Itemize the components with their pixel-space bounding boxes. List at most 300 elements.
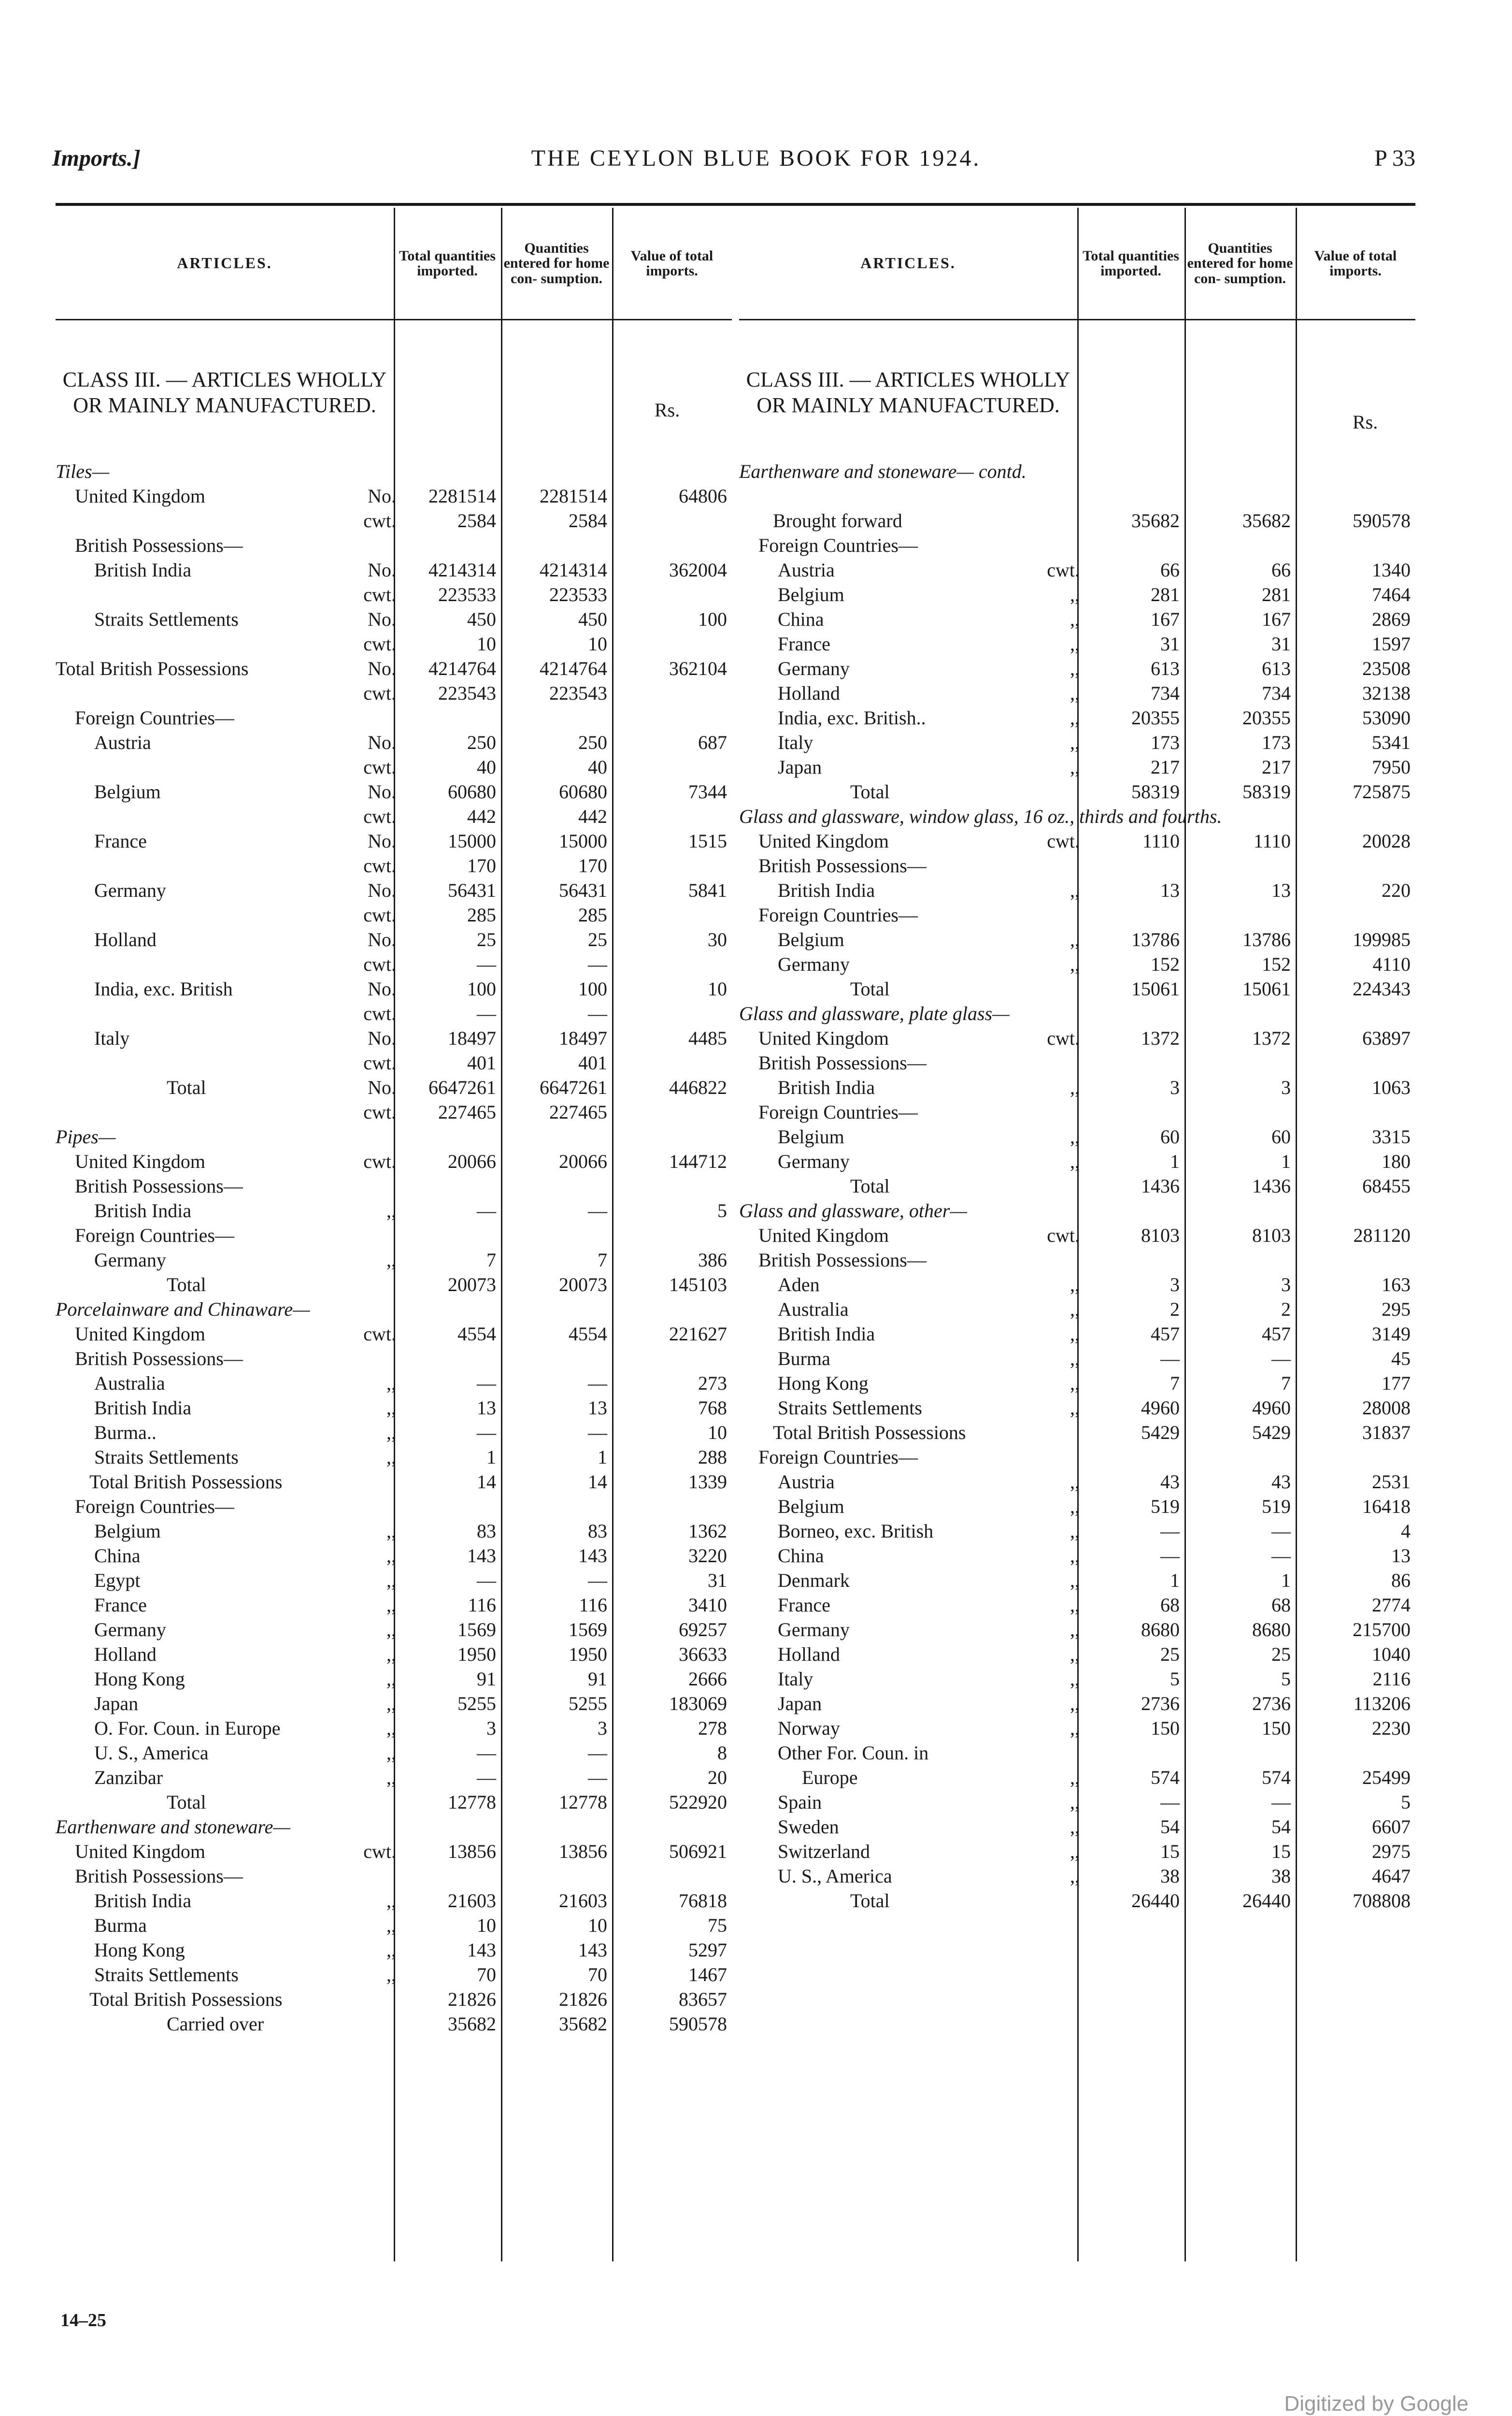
row-total-quantity: 2281514	[428, 485, 496, 507]
row-label: Burma	[778, 1348, 830, 1369]
row-home-quantity: 4554	[569, 1323, 607, 1345]
row-value: 64806	[679, 485, 727, 507]
right-class-title: CLASS III. — ARTICLES WHOLLY OR MAINLY MANUFACTURED.	[746, 368, 1070, 417]
table-row	[739, 1543, 1415, 1568]
header-rule	[56, 203, 1415, 206]
row-label: Total	[167, 1077, 206, 1098]
row-label: Germany	[94, 879, 166, 901]
row-home-quantity: 25	[588, 929, 607, 950]
table-row	[56, 1494, 732, 1519]
table-row	[739, 1149, 1415, 1174]
table-row	[56, 977, 732, 1001]
row-total-quantity: 13	[477, 1397, 496, 1419]
row-home-quantity: 217	[1262, 756, 1291, 778]
row-label: Japan	[778, 1693, 822, 1714]
table-row	[739, 730, 1415, 755]
row-label: Earthenware and stoneware—	[56, 1816, 290, 1838]
row-unit: cwt.	[363, 1150, 396, 1172]
row-total-quantity: 70	[477, 1964, 496, 1985]
row-home-quantity: 40	[588, 756, 607, 778]
row-unit: ,,	[1070, 1520, 1080, 1542]
row-label: France	[778, 1594, 830, 1616]
col-home-consumption: Quantities entered for home con- sumption.	[1187, 240, 1293, 287]
table-row	[739, 1248, 1415, 1272]
row-home-quantity: 2281514	[540, 485, 607, 507]
row-home-quantity: —	[1271, 1520, 1291, 1542]
row-unit: ,,	[1070, 1619, 1080, 1640]
row-home-quantity: 5429	[1252, 1422, 1291, 1443]
row-label: Europe	[802, 1767, 858, 1788]
table-row	[739, 656, 1415, 681]
row-unit: ,,	[1070, 658, 1080, 679]
row-unit: cwt.	[363, 855, 396, 877]
row-value: 1362	[688, 1520, 727, 1542]
row-unit: cwt.	[363, 805, 396, 827]
row-value: 5	[1401, 1791, 1411, 1813]
row-home-quantity: —	[1271, 1791, 1291, 1813]
row-unit: cwt.	[363, 1003, 396, 1024]
row-value: 145103	[669, 1274, 727, 1295]
left-class-title: CLASS III. — ARTICLES WHOLLY OR MAINLY MANUFACTURED.	[62, 368, 387, 417]
row-total-quantity: 15	[1160, 1841, 1180, 1862]
row-total-quantity: 13856	[448, 1841, 496, 1862]
table-row	[739, 484, 1415, 508]
row-unit: ,,	[1070, 953, 1080, 975]
row-total-quantity: 1110	[1142, 830, 1180, 852]
row-value: 3410	[688, 1594, 727, 1616]
row-value: 4110	[1372, 953, 1411, 975]
row-value: 23508	[1362, 658, 1411, 679]
row-home-quantity: 143	[578, 1545, 607, 1567]
row-unit: No.	[368, 732, 396, 753]
row-value: 2666	[688, 1668, 727, 1690]
row-unit: ,,	[1070, 584, 1080, 605]
row-label: Earthenware and stoneware— contd.	[739, 460, 1027, 482]
row-value: 768	[698, 1397, 727, 1419]
table-row	[739, 1346, 1415, 1371]
row-value: 590578	[669, 2013, 727, 2035]
row-value: 4	[1401, 1520, 1411, 1542]
row-value: 215700	[1353, 1619, 1411, 1640]
row-home-quantity: 173	[1262, 732, 1291, 753]
row-home-quantity: 10	[588, 633, 607, 655]
table-row	[739, 1026, 1415, 1050]
table-row	[739, 582, 1415, 607]
row-label: Total	[167, 1791, 206, 1813]
table-row	[56, 1790, 732, 1814]
row-home-quantity: 3	[1281, 1274, 1291, 1295]
row-label: Total	[167, 1274, 206, 1295]
table-row	[56, 582, 732, 607]
row-unit: ,,	[386, 1397, 396, 1419]
row-label: United Kingdom	[758, 830, 889, 852]
row-value: 3149	[1372, 1323, 1411, 1345]
table-row	[56, 1223, 732, 1248]
row-home-quantity: 167	[1262, 608, 1291, 630]
row-label: Belgium	[778, 929, 844, 950]
row-value: 180	[1382, 1150, 1411, 1172]
row-label: British India	[94, 1200, 192, 1222]
row-home-quantity: 250	[578, 732, 607, 753]
row-unit: cwt.	[363, 510, 396, 532]
table-row	[56, 927, 732, 952]
row-total-quantity: 54	[1160, 1816, 1180, 1838]
row-value: 2230	[1372, 1717, 1411, 1739]
table-row	[739, 927, 1415, 952]
right-currency-label: Rs.	[1353, 411, 1378, 433]
table-row	[56, 1100, 732, 1124]
row-unit: ,,	[1070, 1323, 1080, 1345]
row-value: 1063	[1372, 1077, 1411, 1098]
row-unit: cwt.	[363, 756, 396, 778]
table-row	[739, 508, 1415, 533]
row-total-quantity: 1	[486, 1446, 496, 1468]
row-label: Germany	[94, 1249, 166, 1271]
row-home-quantity: 450	[578, 608, 607, 630]
row-unit: No.	[368, 929, 396, 950]
row-value: 31	[708, 1569, 727, 1591]
row-home-quantity: 1569	[569, 1619, 607, 1640]
table-row	[739, 1174, 1415, 1198]
row-total-quantity: 58319	[1131, 781, 1180, 803]
table-row	[739, 459, 1415, 484]
row-label: Total British Possessions	[56, 658, 249, 679]
row-value: 7950	[1372, 756, 1411, 778]
row-total-quantity: 173	[1151, 732, 1180, 753]
table-row	[739, 829, 1415, 853]
table-row	[56, 1962, 732, 1987]
table-row	[739, 1691, 1415, 1716]
row-value: 295	[1382, 1298, 1411, 1320]
col-value: Value of total imports.	[1314, 247, 1397, 279]
row-label: Germany	[778, 953, 850, 975]
row-home-quantity: 227465	[549, 1101, 607, 1123]
table-row	[56, 1124, 732, 1149]
row-total-quantity: 25	[477, 929, 496, 950]
table-row	[56, 1593, 732, 1617]
row-home-quantity: 25	[1271, 1643, 1291, 1665]
table-row	[56, 1248, 732, 1272]
table-row	[56, 1913, 732, 1938]
row-home-quantity: 152	[1262, 953, 1291, 975]
row-total-quantity: 8680	[1141, 1619, 1180, 1640]
row-label: Zanzibar	[94, 1767, 163, 1788]
row-value: 4647	[1372, 1865, 1411, 1887]
row-value: 75	[708, 1914, 727, 1936]
row-unit: ,,	[1070, 1767, 1080, 1788]
row-unit: cwt.	[363, 682, 396, 704]
row-label: Japan	[778, 756, 822, 778]
row-value: 446822	[669, 1077, 727, 1098]
row-value: 506921	[669, 1841, 727, 1862]
table-row	[739, 1395, 1415, 1420]
table-row	[739, 1864, 1415, 1888]
table-row	[739, 1814, 1415, 1839]
row-unit: cwt.	[363, 1052, 396, 1074]
row-label: U. S., America	[778, 1865, 892, 1887]
row-home-quantity: 60680	[559, 781, 607, 803]
row-home-quantity: 116	[579, 1594, 607, 1616]
row-value: 4485	[688, 1027, 727, 1049]
row-value: 31837	[1362, 1422, 1411, 1443]
row-unit: ,,	[1070, 682, 1080, 704]
row-home-quantity: 442	[578, 805, 607, 827]
table-row	[56, 1395, 732, 1420]
row-label: Total	[850, 1175, 890, 1197]
row-label: Pipes—	[56, 1126, 116, 1148]
row-home-quantity: 6647261	[540, 1077, 607, 1098]
row-unit: cwt.	[1047, 559, 1080, 581]
row-label: British Possessions—	[758, 1249, 927, 1271]
row-unit: ,,	[386, 1668, 396, 1690]
row-home-quantity: 43	[1271, 1471, 1291, 1493]
row-total-quantity: 1	[1170, 1150, 1180, 1172]
row-value: 386	[698, 1249, 727, 1271]
row-label: France	[94, 1594, 147, 1616]
row-value: 725875	[1353, 781, 1411, 803]
row-total-quantity: 3	[1170, 1274, 1180, 1295]
row-unit: ,,	[1070, 1496, 1080, 1517]
row-home-quantity: 15000	[559, 830, 607, 852]
row-home-quantity: 2	[1281, 1298, 1291, 1320]
row-label: Porcelainware and Chinaware—	[56, 1298, 310, 1320]
row-label: Straits Settlements	[94, 1446, 239, 1468]
row-value: 288	[698, 1446, 727, 1468]
row-unit: ,,	[1070, 1348, 1080, 1369]
row-total-quantity: 4554	[457, 1323, 496, 1345]
row-total-quantity: 2584	[457, 510, 496, 532]
row-total-quantity: —	[477, 1200, 496, 1222]
row-label: Total	[850, 781, 890, 803]
row-total-quantity: 35682	[448, 2013, 496, 2035]
row-total-quantity: 442	[467, 805, 496, 827]
row-home-quantity: 35682	[1242, 510, 1291, 532]
row-value: 32138	[1362, 682, 1411, 704]
table-row	[739, 977, 1415, 1001]
table-row	[56, 1938, 732, 1962]
table-row	[739, 878, 1415, 903]
row-unit: cwt.	[363, 904, 396, 926]
col-value: Value of total imports.	[630, 247, 713, 279]
table-row	[739, 1617, 1415, 1642]
row-value: 2869	[1372, 608, 1411, 630]
row-unit: cwt.	[363, 1323, 396, 1345]
row-home-quantity: 1	[1281, 1150, 1291, 1172]
row-label: British India	[94, 1890, 192, 1912]
row-unit: ,,	[1070, 1668, 1080, 1690]
row-unit: No.	[368, 879, 396, 901]
table-row	[739, 1371, 1415, 1395]
row-home-quantity: 2736	[1252, 1693, 1291, 1714]
row-home-quantity: 7	[1281, 1372, 1291, 1394]
table-row	[739, 632, 1415, 656]
row-label: O. For. Coun. in Europe	[94, 1717, 281, 1739]
table-row	[739, 1716, 1415, 1740]
table-row	[739, 853, 1415, 878]
row-unit: ,,	[386, 1249, 396, 1271]
row-unit: ,,	[386, 1422, 396, 1443]
row-unit: ,,	[1070, 1545, 1080, 1567]
table-row	[56, 1888, 732, 1913]
table-row	[56, 1740, 732, 1765]
row-unit: ,,	[1070, 1643, 1080, 1665]
row-label: Carried over	[167, 2013, 264, 2035]
row-value: 2116	[1372, 1668, 1411, 1690]
row-label: Foreign Countries—	[75, 1496, 234, 1517]
table-row	[739, 1445, 1415, 1469]
row-home-quantity: 4214314	[540, 559, 607, 581]
table-row	[56, 1420, 732, 1445]
table-row	[56, 1617, 732, 1642]
row-total-quantity: 217	[1151, 756, 1180, 778]
right-table	[739, 208, 1415, 2261]
row-value: 7464	[1372, 584, 1411, 605]
row-unit: ,,	[1070, 1865, 1080, 1887]
row-home-quantity: 54	[1271, 1816, 1291, 1838]
table-row	[739, 533, 1415, 558]
row-home-quantity: 1436	[1252, 1175, 1291, 1197]
row-home-quantity: 20073	[559, 1274, 607, 1295]
row-label: Total British Possessions	[773, 1422, 966, 1443]
row-total-quantity: —	[1160, 1520, 1180, 1542]
row-value: 522920	[669, 1791, 727, 1813]
row-home-quantity: 150	[1262, 1717, 1291, 1739]
row-total-quantity: 4214314	[428, 559, 496, 581]
row-label: China	[778, 608, 824, 630]
table-row	[56, 1297, 732, 1322]
row-total-quantity: 1569	[457, 1619, 496, 1640]
table-row	[739, 705, 1415, 730]
table-row	[56, 878, 732, 903]
row-home-quantity: 1	[598, 1446, 607, 1468]
row-label: Spain	[778, 1791, 822, 1813]
row-label: Total British Possessions	[89, 1988, 283, 2010]
row-label: British Possessions—	[75, 1865, 243, 1887]
table-row	[56, 1075, 732, 1100]
row-home-quantity: 15	[1271, 1841, 1291, 1862]
row-value: 5	[717, 1200, 727, 1222]
row-home-quantity: 56431	[559, 879, 607, 901]
row-value: 362104	[669, 658, 727, 679]
table-row	[739, 1100, 1415, 1124]
row-unit: ,,	[1070, 1791, 1080, 1813]
table-row	[56, 1371, 732, 1395]
row-total-quantity: 519	[1151, 1496, 1180, 1517]
row-total-quantity: 7	[486, 1249, 496, 1271]
row-value: 83657	[679, 1988, 727, 2010]
row-total-quantity: 13	[1160, 879, 1180, 901]
row-home-quantity: 401	[578, 1052, 607, 1074]
row-total-quantity: 457	[1151, 1323, 1180, 1345]
row-label: India, exc. British..	[778, 707, 926, 729]
row-total-quantity: 143	[467, 1545, 496, 1567]
row-home-quantity: 68	[1271, 1594, 1291, 1616]
row-label: China	[94, 1545, 141, 1567]
row-label: Denmark	[778, 1569, 850, 1591]
row-label: Other For. Coun. in	[778, 1742, 929, 1764]
row-total-quantity: 13786	[1131, 929, 1180, 950]
row-label: Foreign Countries—	[758, 904, 918, 926]
row-unit: No.	[368, 1027, 396, 1049]
row-unit: No.	[368, 608, 396, 630]
row-unit: ,,	[386, 1446, 396, 1468]
row-total-quantity: 21603	[448, 1890, 496, 1912]
row-home-quantity: 3	[1281, 1077, 1291, 1098]
row-unit: ,,	[1070, 608, 1080, 630]
row-value: 6607	[1372, 1816, 1411, 1838]
row-value: 3315	[1372, 1126, 1411, 1148]
row-home-quantity: 2584	[569, 510, 607, 532]
row-unit: cwt.	[1047, 1224, 1080, 1246]
table-row	[56, 632, 732, 656]
row-total-quantity: —	[477, 1422, 496, 1443]
table-row	[739, 1272, 1415, 1297]
row-label: British Possessions—	[758, 855, 927, 877]
row-home-quantity: 7	[598, 1249, 607, 1271]
row-label: Belgium	[778, 1496, 844, 1517]
row-value: 1467	[688, 1964, 727, 1985]
row-value: 10	[708, 978, 727, 1000]
row-home-quantity: 100	[578, 978, 607, 1000]
row-unit: ,,	[1070, 633, 1080, 655]
row-total-quantity: 143	[467, 1939, 496, 1961]
row-label: British Possessions—	[758, 1052, 927, 1074]
row-label: Total	[850, 978, 890, 1000]
row-value: 144712	[669, 1150, 727, 1172]
table-row	[56, 1716, 732, 1740]
row-home-quantity: 734	[1262, 682, 1291, 704]
row-home-quantity: 15061	[1242, 978, 1291, 1000]
table-row	[56, 1814, 732, 1839]
row-label: Total British Possessions	[89, 1471, 283, 1493]
table-row	[739, 1568, 1415, 1593]
table-row	[56, 607, 732, 632]
row-value: 69257	[679, 1619, 727, 1640]
row-total-quantity: 4960	[1141, 1397, 1180, 1419]
row-total-quantity: 100	[467, 978, 496, 1000]
row-total-quantity: 734	[1151, 682, 1180, 704]
table-row	[56, 1691, 732, 1716]
row-value: 281120	[1353, 1224, 1411, 1246]
row-total-quantity: 18497	[448, 1027, 496, 1049]
row-total-quantity: 227465	[438, 1101, 496, 1123]
row-label: British Possessions—	[75, 1348, 243, 1369]
row-label: Holland	[94, 1643, 157, 1665]
row-unit: cwt.	[363, 633, 396, 655]
row-label: British India	[778, 879, 875, 901]
table-row	[56, 1001, 732, 1026]
table-row	[56, 903, 732, 927]
table-row	[56, 1272, 732, 1297]
row-label: Switzerland	[778, 1841, 870, 1862]
row-total-quantity: 116	[468, 1594, 496, 1616]
row-unit: ,,	[386, 1717, 396, 1739]
table-row	[739, 607, 1415, 632]
row-label: United Kingdom	[758, 1224, 889, 1246]
row-label: Foreign Countries—	[758, 1446, 918, 1468]
row-value: 2774	[1372, 1594, 1411, 1616]
row-total-quantity: 66	[1160, 559, 1180, 581]
table-row	[56, 804, 732, 829]
row-home-quantity: 170	[578, 855, 607, 877]
table-row	[56, 1469, 732, 1494]
row-home-quantity: 4960	[1252, 1397, 1291, 1419]
row-label: Burma..	[94, 1422, 157, 1443]
row-unit: ,,	[386, 1693, 396, 1714]
row-value: 68455	[1362, 1175, 1411, 1197]
row-value: 224343	[1353, 978, 1411, 1000]
row-label: Italy	[94, 1027, 130, 1049]
